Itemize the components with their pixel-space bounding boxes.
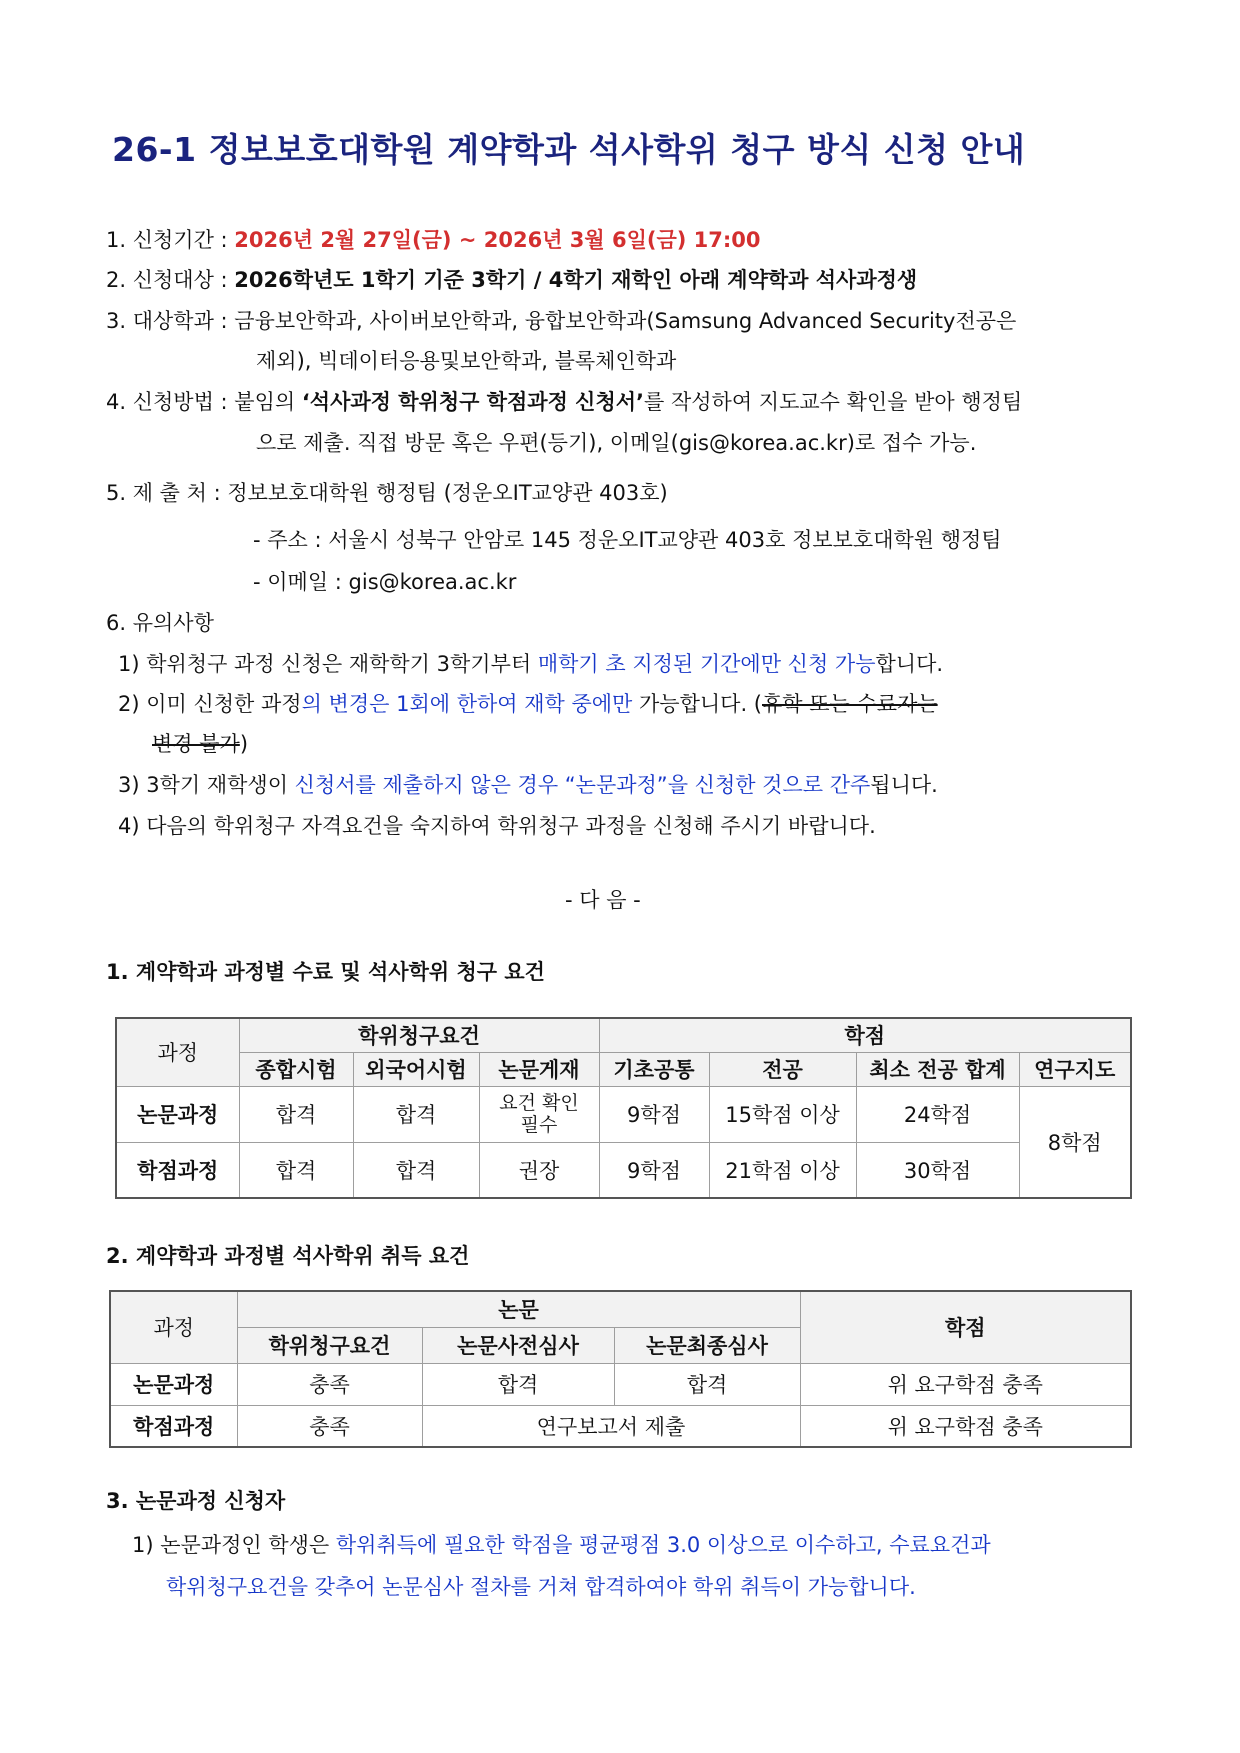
cell-publication: 권장 (479, 1142, 599, 1198)
cell-pre-review: 합격 (422, 1363, 614, 1405)
note-4: 4) 다음의 학위청구 자격요건을 숙지하여 학위청구 과정을 신청해 주시기 바랍니다. (118, 814, 876, 838)
header-research: 연구지도 (1019, 1052, 1131, 1086)
cell-min-total: 30학점 (856, 1142, 1019, 1198)
method-pre: 붙임의 (234, 390, 302, 414)
email-line: - 이메일 : gis@korea.ac.kr (253, 570, 517, 594)
row-course: 논문과정 (110, 1363, 237, 1405)
submit-value: 정보보호대학원 행정팀 (정운오IT교양관 403호) (227, 481, 668, 505)
note-3 (118, 770, 938, 800)
cell-research: 8학점 (1019, 1086, 1131, 1198)
cell-basic: 9학점 (599, 1086, 709, 1142)
row-course: 논문과정 (116, 1086, 239, 1142)
da-eum: - 다 음 - (565, 888, 641, 912)
para-text: 1) 논문과정인 학생은 (132, 1533, 336, 1557)
item-target (106, 265, 917, 295)
cell-exam: 합격 (239, 1142, 353, 1198)
cell-credits: 위 요구학점 충족 (800, 1363, 1131, 1405)
header-publication: 논문게재 (479, 1052, 599, 1086)
note-text: 1) 학위청구 과정 신청은 재학학기 3학기부터 (118, 652, 538, 676)
note-2 (118, 689, 938, 719)
cell-exam: 합격 (239, 1086, 353, 1142)
note-1 (118, 649, 943, 679)
table-row (116, 1142, 1131, 1198)
item-method (106, 387, 1022, 417)
item-notes: 6. 유의사항 (106, 611, 214, 635)
note-strike: 휴학 또는 수료자는 (762, 692, 938, 716)
note-text: 합니다. (875, 652, 944, 676)
target-value: 2026학년도 1학기 기준 3학기 / 4학기 재학인 아래 계약학과 석사과정생 (234, 268, 918, 292)
section3-title: 3. 논문과정 신청자 (106, 1489, 286, 1513)
table-row (110, 1405, 1131, 1447)
para-highlight: 학위취득에 필요한 학점을 평균평점 3.0 이상으로 이수하고, 수료요건과 (335, 1533, 991, 1557)
cell-publication: 요건 확인 필수 (479, 1086, 599, 1142)
cell-requirements: 충족 (237, 1405, 422, 1447)
requirements-table (115, 1017, 1132, 1199)
section3-paragraph-cont: 학위청구요건을 갖추어 논문심사 절차를 거쳐 합격하여야 학위 취득이 가능합니다. (166, 1575, 916, 1599)
item-application-period (106, 225, 761, 255)
note-highlight: 의 변경은 1회에 한하여 재학 중에만 (301, 692, 633, 716)
departments-value-cont: 제외), 빅데이터응용및보안학과, 블록체인학과 (256, 349, 677, 373)
cell-min-total: 24학점 (856, 1086, 1019, 1142)
header-major: 전공 (709, 1052, 856, 1086)
header-credits: 학점 (800, 1291, 1131, 1363)
departments-value: 금융보안학과, 사이버보안학과, 융합보안학과(Samsung Advanced Security전공은 (234, 309, 1017, 333)
note-text: ) (239, 732, 249, 756)
cell-final-review: 합격 (614, 1363, 800, 1405)
item-submit-to (106, 478, 668, 508)
item-label: 5. 제 출 처 : (106, 481, 228, 505)
cell-report: 연구보고서 제출 (422, 1405, 800, 1447)
header-course: 과정 (110, 1291, 237, 1363)
item-label: 4. 신청방법 : (106, 390, 235, 414)
note-text: 3) 3학기 재학생이 (118, 773, 295, 797)
note-2-cont (152, 729, 248, 759)
item-departments (106, 306, 1016, 336)
header-final-review: 논문최종심사 (614, 1327, 800, 1363)
table-row (116, 1086, 1131, 1142)
header-min-total: 최소 전공 합계 (856, 1052, 1019, 1086)
header-thesis: 논문 (237, 1291, 800, 1327)
header-credits: 학점 (599, 1018, 1131, 1052)
cell-credits: 위 요구학점 충족 (800, 1405, 1131, 1447)
cell-basic: 9학점 (599, 1142, 709, 1198)
note-strike: 변경 불가 (152, 732, 240, 756)
section2-title: 2. 계약학과 과정별 석사학위 취득 요건 (106, 1244, 470, 1268)
section3-paragraph (132, 1530, 991, 1560)
header-exam: 종합시험 (239, 1052, 353, 1086)
note-text: 2) 이미 신청한 과정 (118, 692, 302, 716)
cell-language: 합격 (353, 1142, 479, 1198)
header-requirements: 학위청구요건 (237, 1327, 422, 1363)
header-language: 외국어시험 (353, 1052, 479, 1086)
header-basic: 기초공통 (599, 1052, 709, 1086)
method-value-cont: 으로 제출. 직접 방문 혹은 우편(등기), 이메일(gis@korea.ac.kr)로 접수 가능. (256, 431, 977, 455)
degree-table (109, 1290, 1132, 1448)
period-value: 2026년 2월 27일(금) ~ 2026년 3월 6일(금) 17:00 (234, 228, 761, 252)
row-course: 학점과정 (116, 1142, 239, 1198)
cell-major: 15학점 이상 (709, 1086, 856, 1142)
note-text: 됩니다. (870, 773, 938, 797)
cell-requirements: 충족 (237, 1363, 422, 1405)
method-post: 를 작성하여 지도교수 확인을 받아 행정팀 (644, 390, 1023, 414)
note-highlight: 신청서를 제출하지 않은 경우 “논문과정”을 신청한 것으로 간주 (294, 773, 871, 797)
cell-language: 합격 (353, 1086, 479, 1142)
row-course: 학점과정 (110, 1405, 237, 1447)
header-requirements: 학위청구요건 (239, 1018, 599, 1052)
form-name: ‘석사과정 학위청구 학점과정 신청서’ (301, 390, 645, 414)
table-row (110, 1363, 1131, 1405)
address-line: - 주소 : 서울시 성북구 안암로 145 정운오IT교양관 403호 정보보호대학원 행정팀 (253, 528, 1002, 552)
note-text: 가능합니다. ( (632, 692, 762, 716)
page-title: 26-1 정보보호대학원 계약학과 석사학위 청구 방식 신청 안내 (112, 130, 1026, 169)
item-label: 1. 신청기간 : (106, 228, 235, 252)
item-label: 2. 신청대상 : (106, 268, 235, 292)
note-highlight: 매학기 초 지정된 기간에만 신청 가능 (537, 652, 876, 676)
section1-title: 1. 계약학과 과정별 수료 및 석사학위 청구 요건 (106, 960, 545, 984)
header-pre-review: 논문사전심사 (422, 1327, 614, 1363)
cell-major: 21학점 이상 (709, 1142, 856, 1198)
item-label: 3. 대상학과 : (106, 309, 235, 333)
header-course: 과정 (116, 1018, 239, 1086)
